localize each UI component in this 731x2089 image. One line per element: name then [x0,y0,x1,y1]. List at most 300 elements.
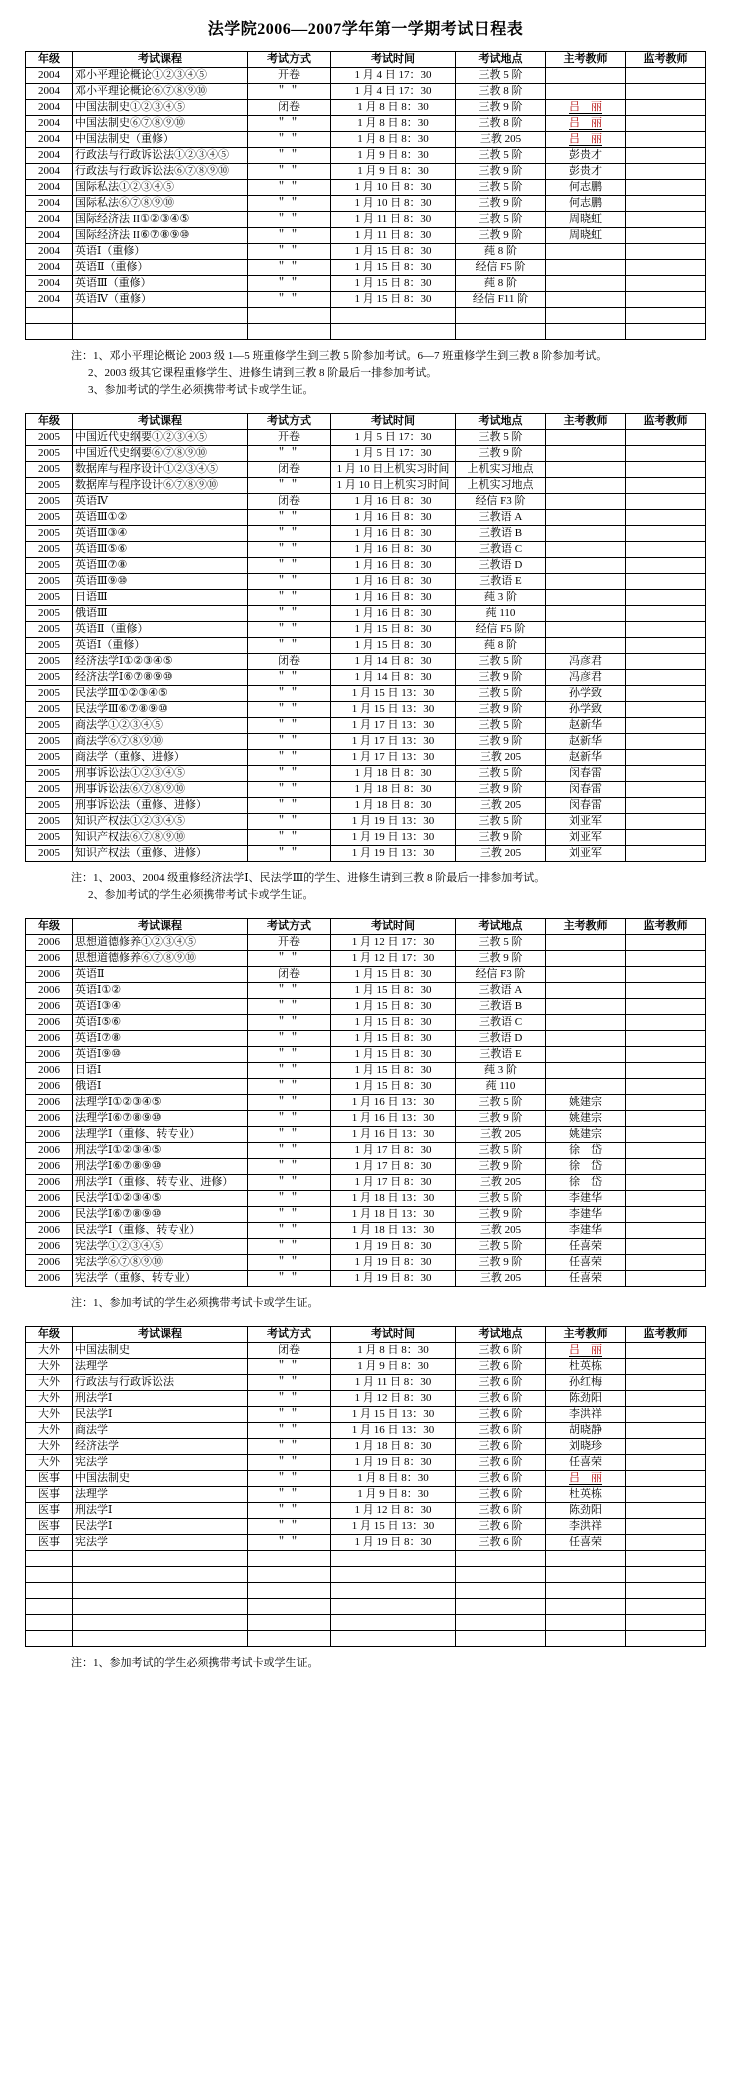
cell-teacher [546,1583,626,1599]
cell-place: 三教 9 阶 [456,1159,546,1175]
cell-proctor [626,1343,706,1359]
cell-grade: 2006 [26,1127,73,1143]
cell-mode: ＂＂ [248,558,331,574]
table-row [26,846,706,862]
schedule-blocks [0,51,731,1686]
notes-block [43,862,688,918]
cell-grade: 2006 [26,1031,73,1047]
cell-proctor [626,542,706,558]
table-row [26,430,706,446]
cell-time: 1 月 14 日 8：30 [331,654,456,670]
cell-proctor [626,1599,706,1615]
cell-grade: 2005 [26,734,73,750]
cell-time: 1 月 16 日 13：30 [331,1423,456,1439]
cell-time: 1 月 5 日 17：30 [331,446,456,462]
cell-place: 三教语 B [456,999,546,1015]
cell-mode: 闭卷 [248,654,331,670]
cell-mode: ＂＂ [248,478,331,494]
cell-proctor [626,148,706,164]
cell-teacher [546,999,626,1015]
cell-place: 三教 5 阶 [456,935,546,951]
cell-teacher [546,100,626,116]
cell-time: 1 月 8 日 8：30 [331,100,456,116]
cell-time: 1 月 16 日 8：30 [331,526,456,542]
teacher-name-highlight: 吕 丽 [569,1472,602,1484]
cell-mode: ＂＂ [248,1535,331,1551]
cell-time: 1 月 10 日 8：30 [331,196,456,212]
cell-teacher: 何志鹏 [546,196,626,212]
cell-time: 1 月 4 日 17：30 [331,84,456,100]
cell-place: 三教 5 阶 [456,1095,546,1111]
cell-time: 1 月 8 日 8：30 [331,116,456,132]
cell-mode: ＂＂ [248,180,331,196]
cell-place: 三教语 C [456,1015,546,1031]
cell-time: 1 月 15 日 13：30 [331,1407,456,1423]
cell-course: 法理学Ⅰ①②③④⑤ [73,1095,248,1111]
cell-course: 经济法学 [73,1439,248,1455]
cell-course: 中国法制史 [73,1343,248,1359]
cell-mode: ＂＂ [248,1423,331,1439]
cell-mode: ＂＂ [248,1095,331,1111]
cell-course: 英语Ⅲ⑤⑥ [73,542,248,558]
cell-grade: 大外 [26,1359,73,1375]
cell-grade: 大外 [26,1407,73,1423]
cell-grade: 2004 [26,228,73,244]
column-header-proctor: 监考教师 [626,919,706,935]
cell-proctor [626,830,706,846]
cell-proctor [626,494,706,510]
cell-proctor [626,622,706,638]
cell-grade: 大外 [26,1439,73,1455]
table-row [26,1439,706,1455]
table-row [26,1391,706,1407]
cell-teacher [546,446,626,462]
cell-course: 行政法与行政诉讼法①②③④⑤ [73,148,248,164]
cell-course: 民法学Ⅰ（重修、转专业） [73,1223,248,1239]
cell-course: 英语Ⅲ⑨⑩ [73,574,248,590]
cell-place: 三教 5 阶 [456,180,546,196]
cell-time: 1 月 18 日 8：30 [331,798,456,814]
cell-mode: ＂＂ [248,1407,331,1423]
cell-time: 1 月 16 日 13：30 [331,1127,456,1143]
cell-teacher [546,574,626,590]
cell-course: 英语Ⅳ（重修） [73,292,248,308]
cell-place: 三教 9 阶 [456,702,546,718]
cell-place: 三教 205 [456,798,546,814]
table-row [26,782,706,798]
cell-place [456,1567,546,1583]
cell-proctor [626,1359,706,1375]
column-header-teacher: 主考教师 [546,1327,626,1343]
cell-time: 1 月 16 日 8：30 [331,590,456,606]
cell-proctor [626,1047,706,1063]
cell-place: 三教 9 阶 [456,782,546,798]
cell-place: 三教 6 阶 [456,1423,546,1439]
cell-time: 1 月 15 日 8：30 [331,622,456,638]
cell-grade [26,1583,73,1599]
cell-time: 1 月 16 日 13：30 [331,1111,456,1127]
notes-block [43,340,688,413]
cell-grade: 2004 [26,276,73,292]
cell-proctor [626,1423,706,1439]
table-row [26,999,706,1015]
cell-time: 1 月 18 日 8：30 [331,766,456,782]
cell-teacher [546,622,626,638]
cell-place: 莼 110 [456,1079,546,1095]
column-header-mode: 考试方式 [248,919,331,935]
cell-teacher [546,1343,626,1359]
cell-place: 三教 5 阶 [456,212,546,228]
table-row [26,148,706,164]
cell-mode: ＂＂ [248,212,331,228]
table-row [26,1239,706,1255]
cell-proctor [626,276,706,292]
cell-proctor [626,462,706,478]
cell-grade: 2004 [26,244,73,260]
note-line: 注：1、参加考试的学生必须携带考试卡或学生证。 [71,1297,319,1309]
cell-teacher [546,526,626,542]
cell-mode: ＂＂ [248,782,331,798]
cell-grade [26,324,73,340]
cell-time [331,1567,456,1583]
cell-proctor [626,846,706,862]
cell-teacher: 陈劲阳 [546,1391,626,1407]
cell-place: 三教 9 阶 [456,1255,546,1271]
cell-teacher: 徐 岱 [546,1143,626,1159]
cell-grade: 2006 [26,1223,73,1239]
cell-grade: 2006 [26,1175,73,1191]
cell-grade: 2006 [26,1015,73,1031]
table-row [26,244,706,260]
cell-course: 民法学Ⅰ⑥⑦⑧⑨⑩ [73,1207,248,1223]
cell-proctor [626,1455,706,1471]
table-row [26,702,706,718]
cell-mode: ＂＂ [248,196,331,212]
cell-place [456,1599,546,1615]
cell-grade: 2005 [26,622,73,638]
cell-place: 三教 6 阶 [456,1375,546,1391]
page-title: 法学院2006—2007学年第一学期考试日程表 [207,21,524,38]
cell-teacher [546,983,626,999]
cell-teacher [546,638,626,654]
cell-proctor [626,1567,706,1583]
table-row [26,1455,706,1471]
cell-proctor [626,1551,706,1567]
cell-time: 1 月 16 日 8：30 [331,574,456,590]
note-line: 2、参加考试的学生必须携带考试卡或学生证。 [88,889,314,901]
cell-time: 1 月 15 日 13：30 [331,1519,456,1535]
cell-course: 英语Ⅰ⑤⑥ [73,1015,248,1031]
cell-place: 莼 8 阶 [456,638,546,654]
column-header-course: 考试课程 [73,414,248,430]
cell-mode: ＂＂ [248,1031,331,1047]
cell-place [456,1631,546,1647]
cell-place: 莼 3 阶 [456,1063,546,1079]
cell-teacher: 杜英栋 [546,1359,626,1375]
column-header-time: 考试时间 [331,414,456,430]
column-header-place: 考试地点 [456,52,546,68]
table-row [26,1127,706,1143]
cell-course: 民法学Ⅲ⑥⑦⑧⑨⑩ [73,702,248,718]
cell-proctor [626,1583,706,1599]
cell-time: 1 月 16 日 8：30 [331,606,456,622]
cell-grade: 2006 [26,983,73,999]
cell-course: 刑法学Ⅰ①②③④⑤ [73,1143,248,1159]
table-row [26,116,706,132]
cell-time: 1 月 12 日 17：30 [331,935,456,951]
cell-time: 1 月 15 日 8：30 [331,292,456,308]
cell-teacher: 杜英栋 [546,1487,626,1503]
cell-grade: 2005 [26,670,73,686]
cell-teacher: 姚建宗 [546,1111,626,1127]
cell-place: 三教 8 阶 [456,116,546,132]
cell-proctor [626,1407,706,1423]
column-header-place: 考试地点 [456,1327,546,1343]
cell-course: 知识产权法⑥⑦⑧⑨⑩ [73,830,248,846]
cell-time: 1 月 8 日 8：30 [331,1471,456,1487]
cell-proctor [626,606,706,622]
cell-proctor [626,308,706,324]
cell-time: 1 月 19 日 13：30 [331,830,456,846]
cell-course: 宪法学 [73,1455,248,1471]
cell-course: 宪法学（重修、转专业） [73,1271,248,1287]
cell-mode: ＂＂ [248,1359,331,1375]
note-line: 2、2003 级其它课程重修学生、进修生请到三教 8 阶最后一排参加考试。 [88,367,438,379]
table-row [26,622,706,638]
cell-mode: ＂＂ [248,798,331,814]
cell-mode: ＂＂ [248,702,331,718]
cell-proctor [626,766,706,782]
cell-time [331,1583,456,1599]
cell-course: 行政法与行政诉讼法⑥⑦⑧⑨⑩ [73,164,248,180]
cell-time: 1 月 16 日 13：30 [331,1095,456,1111]
cell-proctor [626,164,706,180]
cell-grade: 2005 [26,446,73,462]
cell-place: 上机实习地点 [456,462,546,478]
column-header-course: 考试课程 [73,52,248,68]
table-row [26,180,706,196]
cell-course [73,308,248,324]
cell-proctor [626,1375,706,1391]
cell-mode: ＂＂ [248,734,331,750]
cell-teacher [546,324,626,340]
teacher-name-highlight: 吕 丽 [569,101,602,113]
cell-proctor [626,983,706,999]
cell-time: 1 月 16 日 8：30 [331,558,456,574]
cell-place: 莼 8 阶 [456,244,546,260]
table-row [26,1407,706,1423]
cell-teacher [546,494,626,510]
cell-mode: ＂＂ [248,164,331,180]
cell-course [73,1615,248,1631]
cell-time: 1 月 8 日 8：30 [331,132,456,148]
cell-teacher: 冯彦君 [546,654,626,670]
cell-mode: ＂＂ [248,606,331,622]
cell-place: 三教 5 阶 [456,718,546,734]
cell-place: 三教 5 阶 [456,1143,546,1159]
cell-mode: ＂＂ [248,1015,331,1031]
cell-place: 三教 6 阶 [456,1391,546,1407]
cell-proctor [626,228,706,244]
cell-grade: 2004 [26,84,73,100]
cell-mode: ＂＂ [248,510,331,526]
table-row [26,935,706,951]
cell-grade: 2005 [26,830,73,846]
cell-proctor [626,935,706,951]
cell-mode: ＂＂ [248,1143,331,1159]
cell-proctor [626,638,706,654]
cell-grade: 2004 [26,68,73,84]
cell-time: 1 月 15 日 8：30 [331,1063,456,1079]
cell-time: 1 月 16 日 8：30 [331,494,456,510]
cell-grade: 2005 [26,510,73,526]
cell-mode: ＂＂ [248,1223,331,1239]
cell-mode: 开卷 [248,430,331,446]
cell-mode: ＂＂ [248,542,331,558]
cell-proctor [626,686,706,702]
table-row [26,1271,706,1287]
cell-mode: ＂＂ [248,1159,331,1175]
cell-place: 三教 205 [456,750,546,766]
column-header-course: 考试课程 [73,919,248,935]
cell-mode: ＂＂ [248,1127,331,1143]
cell-place: 经信 F5 阶 [456,622,546,638]
table-row [26,1095,706,1111]
table-row [26,1343,706,1359]
table-row-blank [26,1551,706,1567]
column-header-course: 考试课程 [73,1327,248,1343]
column-header-grade: 年级 [26,1327,73,1343]
cell-teacher [546,132,626,148]
cell-time: 1 月 4 日 17：30 [331,68,456,84]
cell-mode: 闭卷 [248,494,331,510]
cell-mode: ＂＂ [248,1239,331,1255]
cell-time: 1 月 17 日 8：30 [331,1159,456,1175]
column-header-teacher: 主考教师 [546,414,626,430]
cell-place: 三教 205 [456,1223,546,1239]
cell-teacher: 姚建宗 [546,1095,626,1111]
cell-course: 俄语Ⅲ [73,606,248,622]
cell-grade: 医事 [26,1471,73,1487]
cell-mode [248,1615,331,1631]
cell-time: 1 月 18 日 13：30 [331,1207,456,1223]
cell-proctor [626,1255,706,1271]
table-row [26,1063,706,1079]
table-row [26,1015,706,1031]
cell-teacher [546,590,626,606]
table-row [26,510,706,526]
cell-grade: 医事 [26,1519,73,1535]
cell-mode: ＂＂ [248,1079,331,1095]
cell-teacher [546,1631,626,1647]
cell-proctor [626,1159,706,1175]
cell-mode: ＂＂ [248,718,331,734]
cell-teacher: 赵新华 [546,750,626,766]
cell-place: 三教 6 阶 [456,1359,546,1375]
cell-time: 1 月 17 日 8：30 [331,1143,456,1159]
cell-proctor [626,1175,706,1191]
cell-course: 英语Ⅰ（重修） [73,638,248,654]
cell-place: 三教 5 阶 [456,766,546,782]
table-row [26,1535,706,1551]
cell-proctor [626,1191,706,1207]
cell-course: 商法学⑥⑦⑧⑨⑩ [73,734,248,750]
cell-teacher: 任喜荣 [546,1455,626,1471]
cell-grade: 医事 [26,1535,73,1551]
cell-grade: 2006 [26,1191,73,1207]
table-row [26,1519,706,1535]
table-header-row [26,1327,706,1343]
cell-place: 三教 9 阶 [456,164,546,180]
cell-time: 1 月 15 日 8：30 [331,1031,456,1047]
cell-proctor [626,196,706,212]
teacher-name-highlight: 吕 丽 [569,1344,602,1356]
cell-grade: 大外 [26,1423,73,1439]
cell-grade: 2005 [26,718,73,734]
cell-mode: ＂＂ [248,1519,331,1535]
cell-place: 三教 8 阶 [456,84,546,100]
cell-grade [26,1615,73,1631]
cell-course: 法理学 [73,1487,248,1503]
cell-teacher [546,606,626,622]
cell-grade: 2005 [26,542,73,558]
cell-mode: ＂＂ [248,1047,331,1063]
column-header-proctor: 监考教师 [626,1327,706,1343]
table-row [26,292,706,308]
cell-course: 英语Ⅱ（重修） [73,260,248,276]
cell-course: 宪法学①②③④⑤ [73,1239,248,1255]
cell-mode: ＂＂ [248,260,331,276]
cell-place: 莼 110 [456,606,546,622]
cell-grade: 2006 [26,1143,73,1159]
cell-place: 上机实习地点 [456,478,546,494]
cell-course: 英语Ⅰ⑨⑩ [73,1047,248,1063]
cell-mode: ＂＂ [248,1391,331,1407]
cell-teacher [546,1079,626,1095]
cell-mode: ＂＂ [248,132,331,148]
table-row [26,84,706,100]
cell-teacher: 李洪祥 [546,1519,626,1535]
cell-course: 刑事诉讼法（重修、进修） [73,798,248,814]
cell-mode: ＂＂ [248,766,331,782]
cell-place: 三教 9 阶 [456,951,546,967]
cell-course: 英语Ⅱ [73,967,248,983]
cell-grade [26,1631,73,1647]
cell-teacher [546,478,626,494]
teacher-name-highlight: 吕 丽 [569,133,602,145]
cell-place: 三教 6 阶 [456,1519,546,1535]
cell-mode: 开卷 [248,935,331,951]
cell-proctor [626,1391,706,1407]
column-header-mode: 考试方式 [248,52,331,68]
cell-grade: 2006 [26,1047,73,1063]
cell-proctor [626,1439,706,1455]
cell-time: 1 月 18 日 8：30 [331,782,456,798]
cell-mode: ＂＂ [248,1455,331,1471]
cell-proctor [626,116,706,132]
cell-teacher [546,462,626,478]
cell-mode: ＂＂ [248,814,331,830]
cell-grade: 大外 [26,1343,73,1359]
cell-teacher [546,276,626,292]
cell-time: 1 月 15 日 8：30 [331,260,456,276]
cell-place: 三教 6 阶 [456,1407,546,1423]
cell-teacher [546,244,626,260]
table-row [26,558,706,574]
cell-course: 法理学Ⅰ（重修、转专业） [73,1127,248,1143]
cell-course: 民法学Ⅰ [73,1407,248,1423]
cell-proctor [626,1127,706,1143]
